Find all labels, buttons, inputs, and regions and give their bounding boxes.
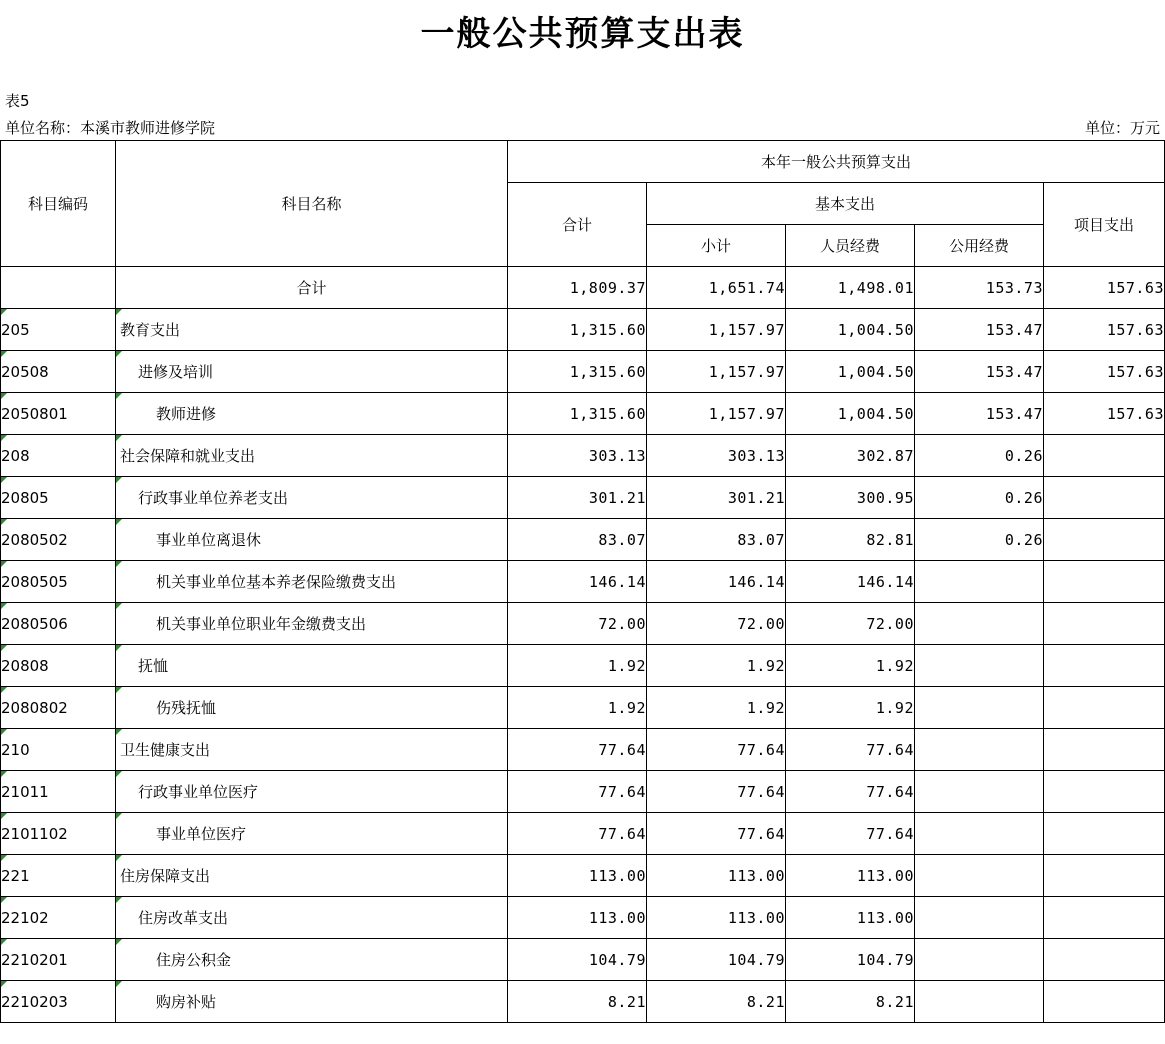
- header-project: 项目支出: [1044, 183, 1165, 267]
- cell-public: 0.26: [915, 519, 1044, 561]
- currency-unit: 单位：万元: [1084, 119, 1160, 137]
- table-row: [1, 267, 1165, 309]
- cell-project: [1044, 939, 1165, 981]
- cell-public: [915, 771, 1044, 813]
- cell-total: 1,315.60: [508, 309, 647, 351]
- cell-public: 0.26: [915, 435, 1044, 477]
- cell-project: [1044, 729, 1165, 771]
- cell-project: 157.63: [1044, 309, 1165, 351]
- cell-total: 146.14: [508, 561, 647, 603]
- table-row: [1, 729, 1165, 771]
- cell-project: [1044, 645, 1165, 687]
- header-name: 科目名称: [116, 141, 508, 267]
- cell-subtotal: 1,157.97: [647, 351, 786, 393]
- header-subtotal: 小计: [647, 225, 786, 267]
- cell-personnel: 72.00: [786, 603, 915, 645]
- cell-total: 113.00: [508, 897, 647, 939]
- cell-public: [915, 897, 1044, 939]
- cell-name: 教育支出: [116, 309, 508, 351]
- table-row: [1, 351, 1165, 393]
- cell-public: [915, 855, 1044, 897]
- cell-code: 2210201: [1, 939, 116, 981]
- cell-project: [1044, 603, 1165, 645]
- cell-name: 购房补贴: [116, 981, 508, 1023]
- cell-project: [1044, 477, 1165, 519]
- cell-name: 进修及培训: [116, 351, 508, 393]
- table-row: [1, 687, 1165, 729]
- cell-subtotal: 301.21: [647, 477, 786, 519]
- cell-total: 1.92: [508, 645, 647, 687]
- cell-project: [1044, 855, 1165, 897]
- cell-personnel: 146.14: [786, 561, 915, 603]
- cell-code: 210: [1, 729, 116, 771]
- cell-project: [1044, 519, 1165, 561]
- cell-name: 住房保障支出: [116, 855, 508, 897]
- cell-code: 2080506: [1, 603, 116, 645]
- cell-public: 153.73: [915, 267, 1044, 309]
- cell-subtotal: 113.00: [647, 897, 786, 939]
- cell-subtotal: 1.92: [647, 687, 786, 729]
- cell-project: [1044, 813, 1165, 855]
- cell-project: [1044, 771, 1165, 813]
- cell-public: [915, 729, 1044, 771]
- cell-code: 2080505: [1, 561, 116, 603]
- cell-personnel: 302.87: [786, 435, 915, 477]
- cell-project: 157.63: [1044, 393, 1165, 435]
- cell-subtotal: 1.92: [647, 645, 786, 687]
- table-row: [1, 981, 1165, 1023]
- cell-public: [915, 939, 1044, 981]
- cell-total: 8.21: [508, 981, 647, 1023]
- cell-subtotal: 1,651.74: [647, 267, 786, 309]
- cell-personnel: 1,498.01: [786, 267, 915, 309]
- table-row: [1, 855, 1165, 897]
- cell-name: 住房改革支出: [116, 897, 508, 939]
- header-personnel: 人员经费: [786, 225, 915, 267]
- cell-name: 行政事业单位养老支出: [116, 477, 508, 519]
- cell-personnel: 82.81: [786, 519, 915, 561]
- cell-total: 77.64: [508, 813, 647, 855]
- cell-public: 153.47: [915, 351, 1044, 393]
- table-row: [1, 771, 1165, 813]
- table-row: [1, 435, 1165, 477]
- cell-personnel: 1,004.50: [786, 351, 915, 393]
- cell-project: [1044, 981, 1165, 1023]
- cell-code: 221: [1, 855, 116, 897]
- cell-subtotal: 1,157.97: [647, 309, 786, 351]
- cell-name: 抚恤: [116, 645, 508, 687]
- cell-code: 2101102: [1, 813, 116, 855]
- cell-personnel: 1.92: [786, 645, 915, 687]
- cell-subtotal: 77.64: [647, 813, 786, 855]
- cell-personnel: 8.21: [786, 981, 915, 1023]
- cell-total: 1,315.60: [508, 351, 647, 393]
- cell-code: [1, 267, 116, 309]
- cell-project: [1044, 687, 1165, 729]
- cell-public: [915, 561, 1044, 603]
- cell-code: 205: [1, 309, 116, 351]
- unit-name: 单位名称：本溪市教师进修学院: [5, 119, 216, 137]
- cell-code: 20805: [1, 477, 116, 519]
- cell-subtotal: 104.79: [647, 939, 786, 981]
- cell-total: 301.21: [508, 477, 647, 519]
- cell-public: 153.47: [915, 309, 1044, 351]
- header-basic: 基本支出: [647, 183, 1044, 225]
- cell-code: 2210203: [1, 981, 116, 1023]
- cell-personnel: 113.00: [786, 897, 915, 939]
- table-row: [1, 813, 1165, 855]
- cell-public: [915, 603, 1044, 645]
- cell-total: 77.64: [508, 729, 647, 771]
- cell-name: 住房公积金: [116, 939, 508, 981]
- cell-name: 事业单位医疗: [116, 813, 508, 855]
- cell-personnel: 1,004.50: [786, 309, 915, 351]
- cell-subtotal: 1,157.97: [647, 393, 786, 435]
- table-body: [1, 267, 1165, 1023]
- table-row: [1, 519, 1165, 561]
- cell-project: [1044, 561, 1165, 603]
- cell-total: 83.07: [508, 519, 647, 561]
- cell-name: 教师进修: [116, 393, 508, 435]
- table-row: [1, 603, 1165, 645]
- header-total: 合计: [508, 183, 647, 267]
- cell-code: 21011: [1, 771, 116, 813]
- cell-project: [1044, 435, 1165, 477]
- cell-project: 157.63: [1044, 351, 1165, 393]
- cell-total: 113.00: [508, 855, 647, 897]
- cell-public: [915, 981, 1044, 1023]
- cell-name: 机关事业单位职业年金缴费支出: [116, 603, 508, 645]
- cell-personnel: 1.92: [786, 687, 915, 729]
- table-tag: 表5: [5, 92, 30, 110]
- cell-total: 1.92: [508, 687, 647, 729]
- table-row: [1, 393, 1165, 435]
- cell-code: 2050801: [1, 393, 116, 435]
- table-row: [1, 897, 1165, 939]
- cell-name: 卫生健康支出: [116, 729, 508, 771]
- cell-name: 合计: [116, 267, 508, 309]
- cell-subtotal: 8.21: [647, 981, 786, 1023]
- cell-code: 20808: [1, 645, 116, 687]
- page-title: 一般公共预算支出表: [420, 14, 745, 54]
- cell-public: 0.26: [915, 477, 1044, 519]
- table-row: [1, 939, 1165, 981]
- table-row: [1, 309, 1165, 351]
- cell-name: 事业单位离退休: [116, 519, 508, 561]
- cell-personnel: 77.64: [786, 729, 915, 771]
- cell-public: [915, 645, 1044, 687]
- header-current-year: 本年一般公共预算支出: [508, 141, 1165, 183]
- cell-total: 77.64: [508, 771, 647, 813]
- cell-total: 303.13: [508, 435, 647, 477]
- cell-personnel: 300.95: [786, 477, 915, 519]
- cell-subtotal: 146.14: [647, 561, 786, 603]
- cell-name: 行政事业单位医疗: [116, 771, 508, 813]
- cell-personnel: 1,004.50: [786, 393, 915, 435]
- cell-public: [915, 687, 1044, 729]
- header-public: 公用经费: [915, 225, 1044, 267]
- table-row: [1, 561, 1165, 603]
- cell-code: 2080502: [1, 519, 116, 561]
- cell-code: 208: [1, 435, 116, 477]
- budget-table: [0, 140, 1165, 1023]
- cell-name: 伤残抚恤: [116, 687, 508, 729]
- cell-name: 社会保障和就业支出: [116, 435, 508, 477]
- cell-code: 20508: [1, 351, 116, 393]
- cell-project: 157.63: [1044, 267, 1165, 309]
- cell-public: 153.47: [915, 393, 1044, 435]
- cell-name: 机关事业单位基本养老保险缴费支出: [116, 561, 508, 603]
- cell-subtotal: 77.64: [647, 771, 786, 813]
- cell-total: 104.79: [508, 939, 647, 981]
- cell-total: 72.00: [508, 603, 647, 645]
- cell-subtotal: 72.00: [647, 603, 786, 645]
- cell-subtotal: 303.13: [647, 435, 786, 477]
- cell-personnel: 104.79: [786, 939, 915, 981]
- cell-personnel: 77.64: [786, 813, 915, 855]
- table-row: [1, 645, 1165, 687]
- cell-public: [915, 813, 1044, 855]
- cell-subtotal: 113.00: [647, 855, 786, 897]
- cell-code: 2080802: [1, 687, 116, 729]
- cell-project: [1044, 897, 1165, 939]
- cell-subtotal: 77.64: [647, 729, 786, 771]
- cell-code: 22102: [1, 897, 116, 939]
- cell-personnel: 77.64: [786, 771, 915, 813]
- cell-subtotal: 83.07: [647, 519, 786, 561]
- cell-total: 1,315.60: [508, 393, 647, 435]
- header-code: 科目编码: [1, 141, 116, 267]
- cell-total: 1,809.37: [508, 267, 647, 309]
- table-row: [1, 477, 1165, 519]
- cell-personnel: 113.00: [786, 855, 915, 897]
